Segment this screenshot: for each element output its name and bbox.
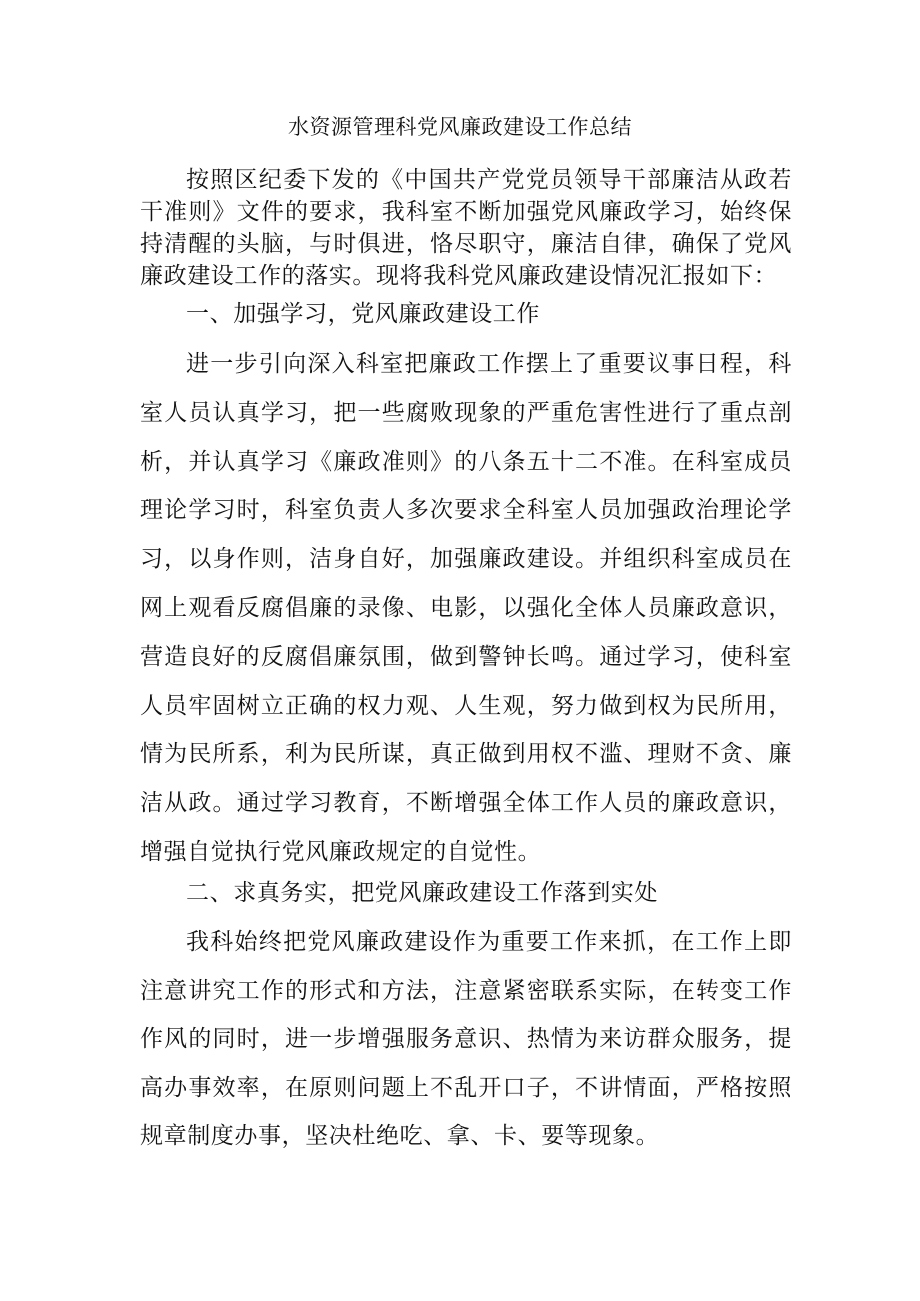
section-2-paragraph: 我科始终把党风廉政建设作为重要工作来抓，在工作上即注意讲究工作的形式和方法，注意紧密联系实际，在转变工作作风的同时，进一步增强服务意识、热情为来访群众服务，提高办事效率，在原则问题上不乱开口子，不讲情面，严格按照规章制度办事，坚决杜绝吃、拿、卡、要等现象。 bbox=[140, 929, 792, 1149]
intro-paragraph: 按照区纪委下发的《中国共产党党员领导干部廉洁从政若干准则》文件的要求，我科室不断加强党风廉政学习，始终保持清醒的头脑，与时俱进，恪尽职守，廉洁自律，确保了党风廉政建设工作的落实。现将我科党风廉政建设情况汇报如下： bbox=[140, 167, 792, 289]
section-2-heading: 二、求真务实，把党风廉政建设工作落到实处 bbox=[186, 880, 658, 906]
document-title: 水资源管理科党风廉政建设工作总结 bbox=[288, 115, 632, 139]
section-1-paragraph: 进一步引向深入科室把廉政工作摆上了重要议事日程，科室人员认真学习，把一些腐败现象的严重危害性进行了重点剖析，并认真学习《廉政准则》的八条五十二不准。在科室成员理论学习时，科室负责人多次要求全科室人员加强政治理论学习，以身作则，洁身自好，加强廉政建设。并组织科室成员在网上观看反腐倡廉的录像、电影，以强化全体人员廉政意识，营造良好的反腐倡廉氛围，做到警钟长鸣。通过学习，使科室人员牢固树立正确的权力观、人生观，努力做到权为民所用，情为民所系，利为民所谋，真正做到用权不滥、理财不贪、廉洁从政。通过学习教育，不断增强全体工作人员的廉政意识，增强自觉执行党风廉政规定的自觉性。 bbox=[140, 351, 792, 865]
section-1-heading: 一、加强学习，党风廉政建设工作 bbox=[186, 301, 540, 327]
